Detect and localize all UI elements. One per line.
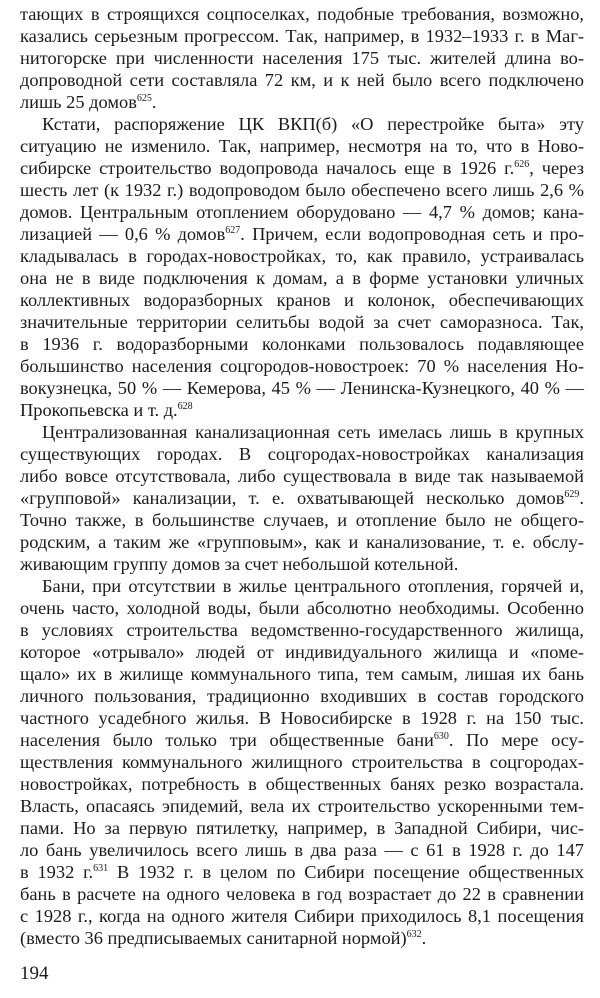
footnote-ref: 629 [564,489,580,500]
paragraph [20,575,584,949]
text-line [20,861,584,883]
text-line [20,641,584,663]
text-segment: родским, а таким же «групповым», как и канализование, т. е. обслу- [20,532,584,552]
footnote-ref: 626 [514,159,530,170]
text-segment: ло бань увеличилось всего лишь в два раза — с 61 в 1928 г. до 147 [20,840,584,860]
text-line [20,729,584,751]
text-segment: , через [529,158,584,178]
text-line [20,839,584,861]
text-segment: нитогорске при численности населения 175 тыс. жителей длина во- [20,48,584,68]
text-line [20,113,584,135]
text-segment: допроводной сети составляла 72 км, и к ней было всего подключено [20,70,584,90]
text-line [20,377,584,399]
text-segment: щало» их в жилище коммунального типа, тем самым, лишая их бань [20,664,584,684]
text-segment: либо вовсе отсутствовала, либо существовала в виде так называемой [20,466,584,486]
text-segment: в 1932 г. [20,862,94,882]
text-line [20,267,584,289]
text-line [20,773,584,795]
text-line [20,927,584,949]
text-segment: казались серьезным прогрессом. Так, например, в 1932–1933 г. в Маг- [20,26,584,46]
text-segment: . [151,92,157,112]
text-segment: кладывалась в городах-новостройках, то, как правило, устраивалась [20,246,584,266]
text-line [20,135,584,157]
text-line [20,619,584,641]
text-line [20,179,584,201]
text-segment: шесть лет (к 1932 г.) водопроводом было обеспечено всего лишь 2,6 % [20,180,584,200]
text-line [20,245,584,267]
text-line [20,883,584,905]
text-segment: (вместо 36 предписываемых санитарной нормой) [20,928,407,948]
text-segment: новостройках, потребность в общественных банях резко возрастала. [20,774,584,794]
text-line [20,157,584,179]
text-segment: населения было только три общественные бани [20,730,434,750]
text-line [20,597,584,619]
text-line [20,25,584,47]
text-segment: Точно также, в большинстве случаев, и отопление было не общего- [20,510,584,530]
text-line [20,355,584,377]
text-segment: которое «отрывало» людей от индивидуального жилища и «поме- [20,642,584,662]
text-line [20,817,584,839]
text-line [20,3,584,25]
text-line [20,905,584,927]
text-line [20,795,584,817]
text-line [20,575,584,597]
text-segment: . [421,928,427,948]
footnote-ref: 627 [225,225,241,236]
text-segment: В 1932 г. в целом по Сибири посещение общественных [108,862,584,882]
text-segment: ществления коммунального жилищного строительства в соцгородах- [20,752,584,772]
text-line [20,311,584,333]
text-segment: Централизованная канализационная сеть имелась лишь в крупных [42,422,584,442]
text-line [20,487,584,509]
text-line [20,69,584,91]
text-segment: ситуацию не изменило. Так, например, несмотря на то, что в Ново- [20,136,584,156]
paragraph [20,113,584,421]
text-segment: с 1928 г., когда на одного жителя Сибири приходилось 8,1 посещения [20,906,584,926]
text-segment: значительные территории селитьбы водой за счет саморазноса. Так, [20,312,584,332]
text-segment: личного пользования, традиционно входивших в состав городского [20,686,584,706]
text-segment: существующих городах. В соцгородах-новостройках канализация [20,444,584,464]
text-segment: . [579,488,584,508]
text-line [20,707,584,729]
text-line [20,553,584,575]
text-line [20,531,584,553]
page-body [20,3,584,949]
footnote-ref: 625 [136,93,152,104]
text-line [20,223,584,245]
text-segment: живающим группу домов за счет небольшой котельной. [20,554,459,574]
text-line [20,399,584,421]
footnote-ref: 632 [406,929,422,940]
text-segment: Кстати, распоряжение ЦК ВКП(б) «О перестройке быта» эту [42,114,584,134]
footnote-ref: 631 [93,863,109,874]
text-segment: очень часто, холодной воды, были абсолютно необходимы. Особенно [20,598,584,618]
text-line [20,421,584,443]
text-segment: «групповой» канализации, т. е. охватывающей несколько домов [20,488,565,508]
text-segment: Власть, опасаясь эпидемий, вела их строительство ускоренными тем- [20,796,584,816]
text-line [20,509,584,531]
text-line [20,91,584,113]
text-line [20,201,584,223]
text-segment: коллективных водоразборных кранов и колонок, обеспечивающих [20,290,584,310]
text-segment: сибирске строительство водопровода началось еще в 1926 г. [20,158,515,178]
text-segment: домов. Центральным отоплением оборудовано — 4,7 % домов; кана- [20,202,584,222]
text-segment: бань в расчете на одного человека в год возрастает до 22 в сравнении [20,884,584,904]
text-line [20,47,584,69]
text-segment: Бани, при отсутствии в жилье центрального отопления, горячей и, [42,576,584,596]
text-line [20,685,584,707]
text-line [20,465,584,487]
text-segment: вокузнецка, 50 % — Кемерова, 45 % — Ленинска-Кузнецкого, 40 % — [20,378,584,398]
text-segment: в условиях строительства ведомственно-государственного жилища, [20,620,584,640]
footnote-ref: 628 [177,401,193,412]
page-number: 194 [20,963,49,984]
paragraph [20,3,584,113]
text-line [20,289,584,311]
footnote-ref: 630 [433,731,449,742]
text-line [20,443,584,465]
text-segment: большинство населения соцгородов-новостроек: 70 % населения Но- [20,356,584,376]
text-segment: . Причем, если водопроводная сеть и про- [240,224,584,244]
text-line [20,751,584,773]
text-segment: тающих в строящихся соцпоселках, подобные требования, возможно, [20,4,584,24]
text-segment: лизацией — 0,6 % домов [20,224,226,244]
text-segment: в 1936 г. водоразборными колонками пользовалось подавляющее [20,334,584,354]
text-line [20,663,584,685]
text-segment: частного усадебного жилья. В Новосибирске в 1928 г. на 150 тыс. [20,708,584,728]
text-segment: . По мере осу- [448,730,584,750]
text-line [20,333,584,355]
text-segment: лишь 25 домов [20,92,137,112]
text-segment: Прокопьевска и т. д. [20,400,178,420]
paragraph [20,421,584,575]
text-segment: пами. Но за первую пятилетку, например, в Западной Сибири, чис- [20,818,584,838]
text-segment: она не в виде подключения к домам, а в форме установки уличных [20,268,584,288]
